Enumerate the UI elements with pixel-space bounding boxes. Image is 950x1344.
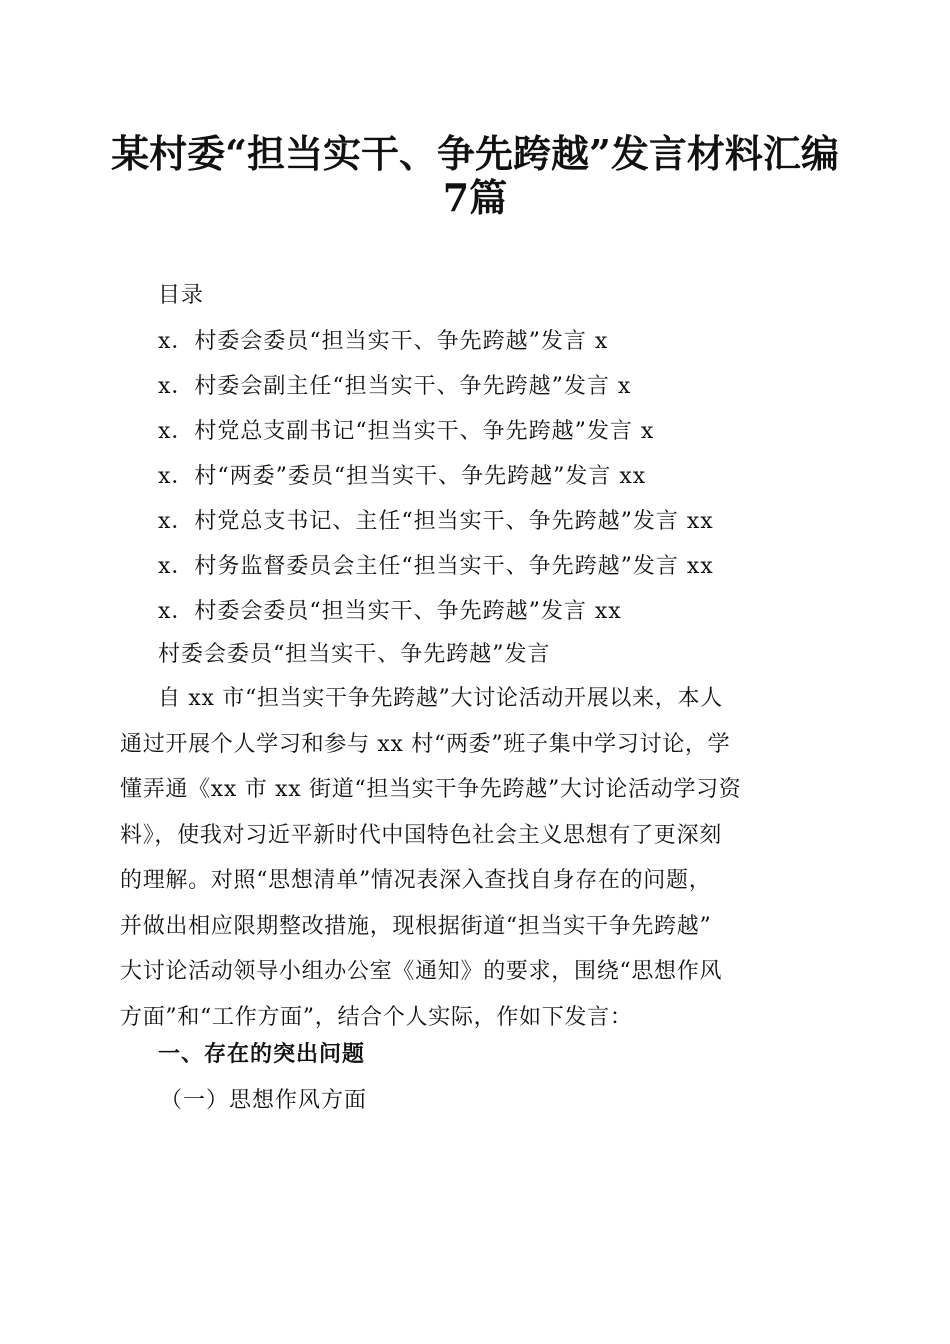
paragraph-line-1: 自 xx 市“担当实干争先跨越”大讨论活动开展以来，本人 [158,686,723,711]
paragraph-line-8: 方面”和“工作方面”，结合个人实际，作如下发言： [120,1004,633,1030]
first-speech-title: 村委会委员“担当实干、争先跨越”发言 [158,642,551,667]
subsection-heading-ideology-style: （一）思想作风方面 [160,1088,368,1113]
paragraph-line-4: 料》，使我对习近平新时代中国特色社会主义思想有了更深刻 [120,822,722,848]
toc-item-6: x．村务监督委员会主任“担当实干、争先跨越”发言 xx [158,554,714,579]
toc-item-7: x．村委会委员“担当实干、争先跨越”发言 xx [158,599,622,624]
toc-item-1: x．村委会委员“担当实干、争先跨越”发言 x [158,329,609,354]
paragraph-line-7: 大讨论活动领导小组办公室《通知》的要求，围绕“思想作风 [120,959,723,984]
toc-item-3: x．村党总支副书记“担当实干、争先跨越”发言 x [158,419,655,444]
document-title [110,132,840,220]
paragraph-line-3: 懂弄通《xx 市 xx 街道“担当实干争先跨越”大讨论活动学习资 [120,777,742,802]
section-heading-existing-problems: 一、存在的突出问题 [158,1042,366,1067]
toc-item-4: x．村“两委”委员“担当实干、争先跨越”发言 xx [158,464,647,489]
table-of-contents-list [158,327,838,642]
document-title-line-1: 某村委“担当实干、争先跨越”发言材料汇编 [111,131,839,176]
table-of-contents-label: 目录 [158,283,205,308]
paragraph-line-5: 的理解。对照“思想清单”情况表深入查找自身存在的问题， [120,868,712,893]
toc-item-5: x．村党总支书记、主任“担当实干、争先跨越”发言 xx [158,509,714,534]
paragraph-line-2: 通过开展个人学习和参与 xx 村“两委”班子集中学习讨论，学 [120,731,731,757]
toc-item-2: x．村委会副主任“担当实干、争先跨越”发言 x [158,374,632,399]
intro-paragraph [120,683,828,1047]
document-title-line-2: 7篇 [442,175,508,220]
paragraph-line-6: 并做出相应限期整改措施，现根据街道“担当实干争先跨越” [120,913,712,939]
